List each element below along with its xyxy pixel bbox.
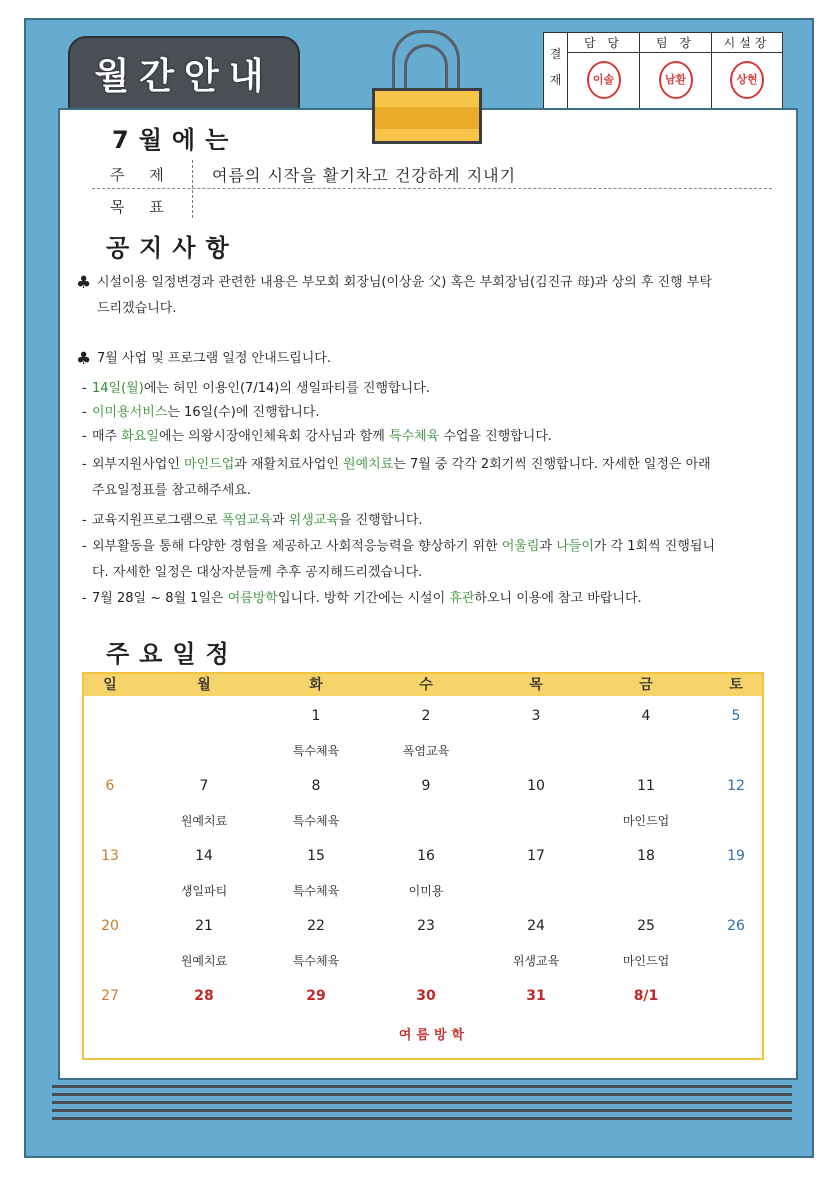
- notice-item: [76, 270, 776, 322]
- weekday-label: 수: [419, 677, 433, 693]
- dash-marker: -: [82, 429, 87, 444]
- calendar-day: 26: [727, 918, 745, 934]
- approval-col-label: 담 당: [568, 33, 639, 53]
- dash-marker: -: [82, 381, 87, 396]
- notice-text: 드리겠습니다.: [97, 301, 177, 316]
- notice-text: 7월 사업 및 프로그램 일정 안내드립니다.: [97, 351, 331, 366]
- month-title: 7월에는: [112, 126, 239, 154]
- plain-text: 입니다. 방학 기간에는 시설이: [277, 591, 450, 606]
- dash-marker: -: [82, 539, 87, 554]
- approval-side-2: 재: [549, 73, 562, 87]
- notice-line: [82, 402, 782, 424]
- notice-title: 공지사항: [106, 234, 239, 262]
- highlight-text: 휴관: [449, 591, 475, 606]
- approval-side-1: 결: [549, 47, 562, 61]
- dash-marker: -: [82, 513, 87, 528]
- club-icon: ♣: [76, 349, 92, 369]
- calendar-day: 27: [101, 988, 119, 1004]
- notice-item: [76, 346, 776, 372]
- divider: [192, 160, 193, 218]
- notice-line-text: 주요일정표를 참고해주세요.: [92, 483, 251, 498]
- plain-text: 가 각 1회씩 진행됩니: [593, 539, 716, 554]
- notice-line-text: [82, 378, 782, 400]
- approval-table: [543, 32, 783, 110]
- plain-text: 는 7월 중 각각 2회기씩 진행합니다. 자세한 일정은 아래: [393, 457, 711, 472]
- highlight-text: 이미용서비스: [92, 405, 168, 420]
- plain-text: 7월 28일 ~ 8월 1일은: [92, 591, 228, 606]
- weekday-label: 금: [639, 677, 653, 693]
- calendar-day: 15: [307, 848, 325, 864]
- plain-text: 을 진행합니다.: [338, 513, 423, 528]
- notice-line: [82, 562, 782, 584]
- notice-line: [82, 426, 782, 448]
- calendar-day: 11: [637, 778, 655, 794]
- calendar-day: 30: [416, 988, 436, 1004]
- calendar-event: 마인드업: [622, 954, 670, 968]
- approval-col-staff: [568, 33, 640, 109]
- weekday-label: 월: [197, 677, 211, 693]
- calendar-day: 12: [727, 778, 745, 794]
- calendar-event: 위생교육: [512, 954, 560, 968]
- seal-stamp-icon: 이솔: [587, 61, 621, 99]
- plain-text: 에는 의왕시장애인체육회 강사님과 함께: [158, 429, 389, 444]
- calendar-event: 특수체육: [292, 954, 340, 968]
- notice-line: [82, 536, 782, 558]
- seal-stamp-icon: 남환: [659, 61, 693, 99]
- calendar-event: 원예치료: [180, 954, 228, 968]
- notice-line-text: 다. 자세한 일정은 대상자분들께 추후 공지해드리겠습니다.: [92, 565, 423, 580]
- calendar-day: 6: [105, 778, 115, 794]
- calendar-day: 14: [195, 848, 213, 864]
- calendar-day: 10: [527, 778, 545, 794]
- plain-text: 과: [539, 539, 557, 554]
- calendar-day: 7: [199, 778, 209, 794]
- calendar-day: 4: [641, 708, 651, 724]
- plain-text: 외부지원사업인: [92, 457, 185, 472]
- calendar-day: 31: [526, 988, 546, 1004]
- calendar: [82, 672, 764, 1060]
- dash-marker: -: [82, 405, 87, 420]
- calendar-day: 28: [194, 988, 214, 1004]
- dash-marker: -: [82, 591, 87, 606]
- highlight-text: 여름방학: [227, 591, 278, 606]
- highlight-text: 원예치료: [343, 457, 394, 472]
- approval-col-label: 시설장: [712, 33, 782, 53]
- plain-text: 에는 허민 이용인(7/14)의 생일파티를 진행합니다.: [143, 381, 430, 396]
- notice-line-text: [82, 510, 782, 532]
- notice-line: [82, 378, 782, 400]
- calendar-event: 이미용: [408, 884, 444, 898]
- calendar-day: 29: [306, 988, 326, 1004]
- notice-line: [82, 510, 782, 532]
- club-icon: ♣: [76, 273, 92, 293]
- weekday-label: 일: [103, 677, 117, 693]
- theme-value: 여름의 시작을 활기차고 건강하게 지내기: [212, 166, 517, 185]
- calendar-header: [84, 674, 762, 696]
- calendar-event: 특수체육: [292, 814, 340, 828]
- highlight-text: 특수체육: [388, 429, 440, 444]
- calendar-day: 3: [531, 708, 541, 724]
- highlight-text: 14일(월): [92, 381, 144, 396]
- theme-label: 주 제: [110, 166, 174, 184]
- calendar-day: 1: [311, 708, 321, 724]
- calendar-day: 8/1: [633, 988, 659, 1004]
- calendar-day: 5: [731, 708, 741, 724]
- plain-text: 매주: [92, 429, 122, 444]
- binder-clip-wire-inner: [404, 44, 448, 92]
- vacation-label: 여름방학: [398, 1028, 470, 1043]
- theme-row: [92, 158, 772, 188]
- notice-line-text: [82, 588, 782, 610]
- calendar-event: 생일파티: [180, 884, 228, 898]
- calendar-day: 13: [101, 848, 119, 864]
- schedule-title: 주요일정: [106, 640, 239, 668]
- calendar-day: 23: [417, 918, 435, 934]
- plain-text: 수업을 진행합니다.: [439, 429, 553, 444]
- calendar-day: 17: [527, 848, 545, 864]
- calendar-day: 22: [307, 918, 325, 934]
- plain-text: 과 재활치료사업인: [234, 457, 344, 472]
- plain-text: 교육지원프로그램으로: [92, 513, 222, 528]
- weekday-label: 목: [529, 677, 543, 693]
- notice-line: [82, 588, 782, 610]
- calendar-day: 19: [727, 848, 745, 864]
- binder-clip-icon: [372, 88, 482, 144]
- notice-line-text: [82, 426, 782, 448]
- calendar-day: 25: [637, 918, 655, 934]
- calendar-event: 특수체육: [292, 884, 340, 898]
- goal-row: [92, 190, 772, 220]
- calendar-day: 20: [101, 918, 119, 934]
- approval-side-label: [544, 33, 568, 109]
- plain-text: 하오니 이용에 참고 바랍니다.: [474, 591, 642, 606]
- plain-text: 외부활동을 통해 다양한 경험을 제공하고 사회적응능력을 향상하기 위한: [92, 539, 502, 554]
- calendar-day: 21: [195, 918, 213, 934]
- weekday-label: 화: [309, 677, 323, 693]
- approval-col-director: [712, 33, 782, 109]
- calendar-day: 18: [637, 848, 655, 864]
- notice-text: 시설이용 일정변경과 관련한 내용은 부모회 회장님(이상윤 父) 혹은 부회장님(김진규 母)과 상의 후 진행 부탁: [97, 275, 712, 290]
- notice-line-text: [82, 536, 782, 558]
- highlight-text: 화요일: [121, 429, 159, 444]
- divider: [92, 188, 772, 189]
- calendar-day: 16: [417, 848, 435, 864]
- highlight-text: 위생교육: [288, 513, 339, 528]
- calendar-event: 원예치료: [180, 814, 228, 828]
- notice-line-text: [82, 454, 782, 476]
- title-tab: [68, 36, 300, 110]
- notice-line: [82, 454, 782, 476]
- highlight-text: 폭염교육: [221, 513, 272, 528]
- notice-line: [82, 480, 782, 502]
- highlight-text: 나들이: [556, 539, 594, 554]
- calendar-day: 9: [421, 778, 431, 794]
- dash-marker: -: [82, 457, 87, 472]
- approval-col-lead: [640, 33, 712, 109]
- weekday-label: 토: [729, 677, 743, 693]
- calendar-day: 24: [527, 918, 545, 934]
- calendar-event: 폭염교육: [402, 744, 450, 758]
- goal-label: 목 표: [110, 198, 174, 216]
- approval-col-label: 팀 장: [640, 33, 711, 53]
- calendar-event: 특수체육: [292, 744, 340, 758]
- highlight-text: 마인드업: [184, 457, 235, 472]
- highlight-text: 어울림: [501, 539, 540, 554]
- calendar-day: 8: [311, 778, 321, 794]
- calendar-day: 2: [421, 708, 431, 724]
- plain-text: 과: [271, 513, 289, 528]
- bottom-stripes: [52, 1085, 792, 1131]
- plain-text: 는 16일(수)에 진행합니다.: [167, 405, 320, 420]
- seal-stamp-icon: 상현: [730, 61, 764, 99]
- calendar-event: 마인드업: [622, 814, 670, 828]
- notice-line-text: [82, 402, 782, 424]
- page-title: 월간안내: [94, 56, 274, 97]
